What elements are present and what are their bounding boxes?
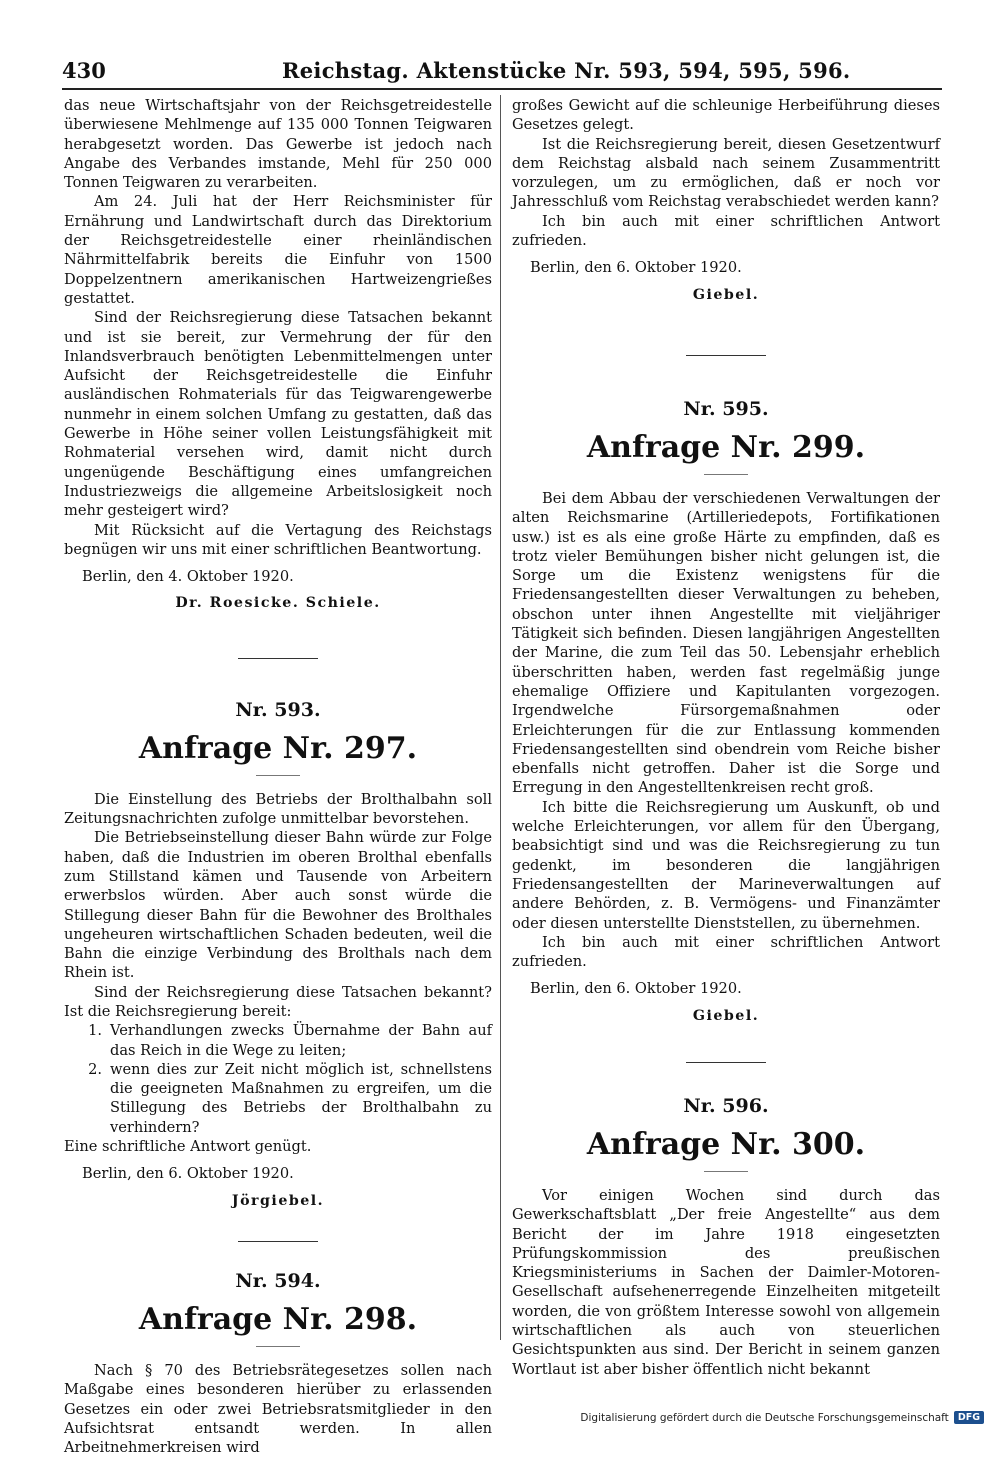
paragraph: Ich bitte die Reichsregierung um Auskunft, ob und welche Erleichterungen, vor allem für den Übergang, beabsichtigt sind und was die Reichsregierung zu tun gedenkt, im besonderen die langjährigen Friedensangestellten der Marineverwaltungen auf andere Behörden, z. B. Vermögens- und Finanzämter oder diesen unterstellte Dienststellen, zu übernehmen. xyxy=(512,798,940,932)
list-item xyxy=(64,1060,492,1137)
paragraph: Sind der Reichsregierung diese Tatsachen bekannt und ist sie bereit, zur Vermehrung der für den Inlandsverbrauch benötigten Lebenmittelmengen unter Aufsicht der Reichsgetreidestelle die Einfuhr ausländischen Rohmaterials für das Teigwarengewerbe nunmehr in einem solchen Umfang zu gestatten, daß das Gewerbe in Höhe seiner vollen Leistungsfähigkeit mit Rohmaterial versehen wird, damit nicht durch ungenügende Beschäftigung eines umfangreichen Industriezweigs die allgemeine Arbeitslosigkeit noch mehr gesteigert wird? xyxy=(64,309,492,520)
page-number: 430 xyxy=(62,58,106,83)
inquiry-title: Anfrage Nr. 298. xyxy=(138,1301,418,1337)
paragraph: Nach § 70 des Betriebsrätegesetzes sollen nach Maßgabe eines besonderen hierüber zu erlassenden Gesetzes ein oder zwei Betriebsratsmitglieder in den Aufsichtsrat entsandt werden. In allen Arbeitnehmerkreisen wird xyxy=(64,1361,492,1457)
date-line: Berlin, den 6. Oktober 1920. xyxy=(82,1165,294,1183)
paragraph: Am 24. Juli hat der Herr Reichsminister für Ernährung und Landwirtschaft durch das Direktorium der Reichsgetreidestelle einer rheinländischen Nährmittelfabrik bereits die Einfuhr von 1500 Doppelzentnern amerikanischen Hartweizengrießes gestattet. xyxy=(64,193,492,307)
inquiry-title: Anfrage Nr. 299. xyxy=(586,429,866,465)
signature: Dr. Roesicke. Schiele. xyxy=(175,595,381,612)
paragraph: das neue Wirtschaftsjahr von der Reichsgetreidestelle überwiesene Mehlmenge auf 135 000 Tonnen Teigwaren herabgesetzt worden. Das Gewerbe ist jedoch nach Angabe des Verbandes imstande, Mehl für 250 000 Tonnen Teigwaren zu verarbeiten. xyxy=(64,97,492,192)
page-header xyxy=(62,58,942,88)
signature: Giebel. xyxy=(692,286,760,303)
dfg-logo: DFG xyxy=(954,1411,984,1424)
section-separator xyxy=(238,1241,318,1242)
section-separator xyxy=(686,1062,766,1063)
paragraph: Die Betriebseinstellung dieser Bahn würde zur Folge haben, daß die Industrien im oberen Brolthal ebenfalls zum Stillstand kämen und Tausende von Arbeitern erwerbslos würden. Aber auch sonst würde die Stillegung dieser Bahn für die Bewohner des Brolthales ungeheuren wirtschaftlichen Schaden bedeuten, weil die Bahn die einzige Verbindung des Brolthals nach dem Rhein ist. xyxy=(64,829,492,982)
inquiry-title: Anfrage Nr. 300. xyxy=(586,1126,866,1162)
paragraph: Ich bin auch mit einer schriftlichen Antwort zufrieden. xyxy=(512,933,940,971)
left-column xyxy=(64,96,492,1457)
credit-text: Digitalisierung gefördert durch die Deutsche Forschungsgemeinschaft xyxy=(580,1411,949,1424)
title-rule xyxy=(704,474,748,475)
title-rule xyxy=(256,1346,300,1347)
document-number: Nr. 595. xyxy=(683,397,769,420)
list-number: 1. xyxy=(88,1022,102,1040)
inquiry-title: Anfrage Nr. 297. xyxy=(138,730,418,766)
signature: Jörgiebel. xyxy=(231,1192,325,1209)
paragraph: Mit Rücksicht auf die Vertagung des Reichstags begnügen wir uns mit einer schriftlichen Beantwortung. xyxy=(64,521,492,558)
right-column xyxy=(512,96,940,1379)
signature: Giebel. xyxy=(692,1007,760,1024)
title-rule xyxy=(704,1171,748,1172)
list-text: Verhandlungen zwecks Übernahme der Bahn auf das Reich in die Wege zu leiten; xyxy=(110,1022,492,1059)
paragraph: großes Gewicht auf die schleunige Herbeiführung dieses Gesetzes gelegt. xyxy=(512,97,940,134)
document-number: Nr. 594. xyxy=(235,1269,321,1292)
document-number: Nr. 593. xyxy=(235,698,321,721)
title-rule xyxy=(256,775,300,776)
section-separator xyxy=(686,355,766,356)
list-item xyxy=(64,1021,492,1060)
paragraph: Ist die Reichsregierung bereit, diesen Gesetzentwurf dem Reichstag alsbald nach seinem Zusammentritt vorzulegen, um zu ermöglichen, daß er noch vor Jahresschluß vom Reichstag verabschiedet werden kann? xyxy=(512,135,940,211)
header-rule xyxy=(62,88,942,90)
list-text: wenn dies zur Zeit nicht möglich ist, schnellstens die geeigneten Maßnahmen zu ergreifen, um die Stillegung des Betriebs der Brolthalbahn zu verhindern? xyxy=(110,1060,492,1136)
list-number: 2. xyxy=(88,1060,102,1078)
column-divider xyxy=(500,95,501,1340)
paragraph: Eine schriftliche Antwort genügt. xyxy=(64,1138,312,1156)
date-line: Berlin, den 4. Oktober 1920. xyxy=(82,568,294,586)
document-number: Nr. 596. xyxy=(683,1094,769,1117)
digitization-credit xyxy=(580,1411,984,1424)
running-head: Reichstag. Aktenstücke Nr. 593, 594, 595, 596. xyxy=(282,58,851,83)
paragraph: Ich bin auch mit einer schriftlichen Antwort zufrieden. xyxy=(512,212,940,250)
date-line: Berlin, den 6. Oktober 1920. xyxy=(530,259,742,277)
section-separator xyxy=(238,658,318,659)
paragraph: Die Einstellung des Betriebs der Brolthalbahn soll Zeitungsnachrichten zufolge unmittelbar bevorstehen. xyxy=(64,790,492,828)
paragraph: Vor einigen Wochen sind durch das Gewerkschaftsblatt „Der freie Angestellte“ aus dem Bericht der im Jahre 1918 eingesetzten Prüfungskommission des preußischen Kriegsministeriums in Sachen der Daimler-Motoren-Gesellschaft aufsehenerregende Einzelheiten mitgeteilt worden, die von größtem Interesse sowohl von allgemein wirtschaftlichen als auch von steuerlichen Gesichtspunkten aus sind. Der Bericht in seinem ganzen Wortlaut ist aber bisher öffentlich nicht bekannt xyxy=(512,1186,940,1378)
paragraph: Bei dem Abbau der verschiedenen Verwaltungen der alten Reichsmarine (Artilleriedepots, Fortifikationen usw.) ist es als eine große Härte zu empfinden, daß es trotz vieler Bemühungen bisher nicht gelungen ist, die Sorge um die Existenz wenigstens für die Friedensangestellten dieser Verwaltungen zu beheben, obschon unter ihnen Angestellte mit vieljähriger Tätigkeit sich befinden. Diesen langjährigen Angestellten der Marine, die zum Teil das 50. Lebensjahr erheblich überschritten haben, werden fast regelmäßig junge ehemalige Offiziere und Kapitulanten vorgezogen. Irgendwelche Fürsorgemaßnahmen oder Erleichterungen für die zur Entlassung kommenden Friedensangestellten sind obendrein vom Reiche bisher ebenfalls nicht getroffen. Daher ist die Sorge und Erregung in den Angestelltenkreisen recht groß. xyxy=(512,489,940,797)
paragraph: Sind der Reichsregierung diese Tatsachen bekannt? Ist die Reichsregierung bereit: xyxy=(64,983,492,1020)
date-line: Berlin, den 6. Oktober 1920. xyxy=(530,980,742,998)
